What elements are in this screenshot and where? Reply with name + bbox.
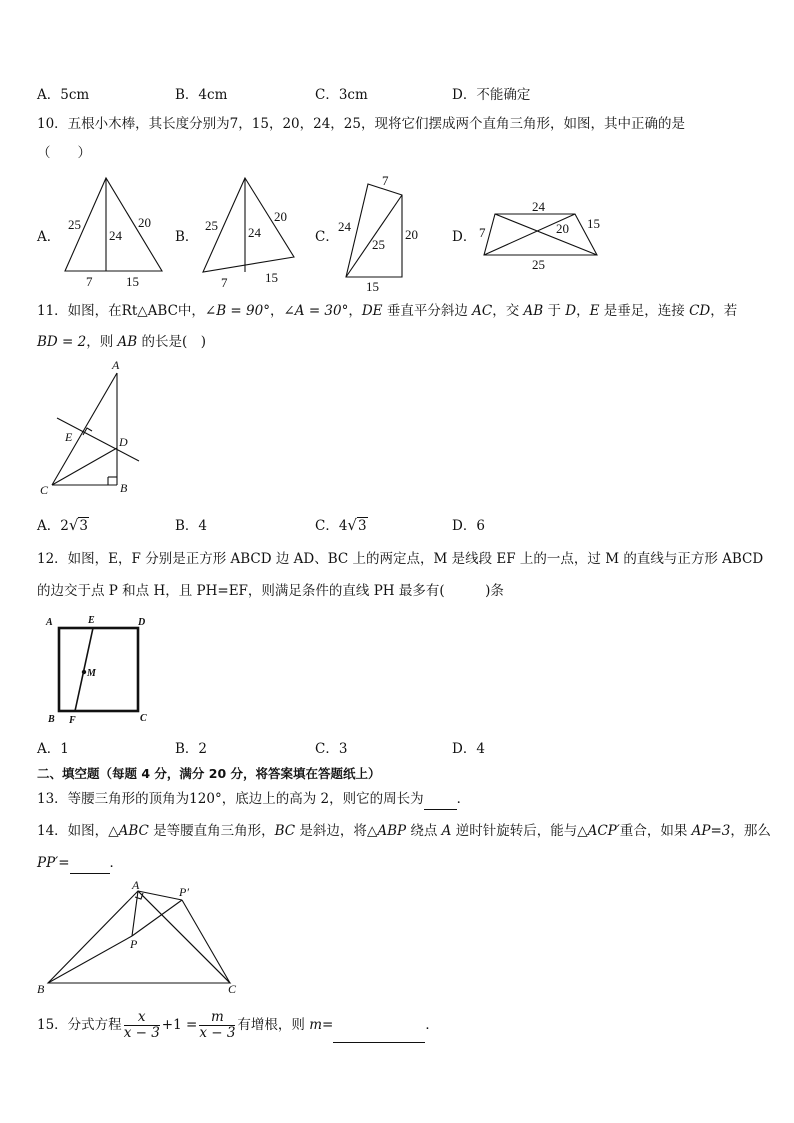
q11-cd: CD — [689, 303, 711, 319]
q11-option-c-radicand: 3 — [357, 518, 367, 534]
q14-fig-b: B — [37, 982, 45, 996]
q10-figA-s4: 7 — [86, 274, 93, 289]
q10-label-b: B． — [175, 229, 199, 245]
q11-t6: ，若 — [710, 303, 738, 319]
q14-segment-bp — [48, 936, 132, 983]
q10-label-c: C． — [315, 229, 339, 245]
q14-line1 — [37, 821, 771, 841]
q15-f2-num: m — [199, 1010, 235, 1026]
q10-figD-s4: 15 — [587, 216, 600, 231]
q14-fig-p: P — [130, 937, 138, 951]
q15-fraction-1 — [124, 1010, 160, 1041]
q10-figC-s2: 24 — [338, 219, 351, 234]
q10-figA-s5: 15 — [126, 274, 139, 289]
q10-figD-s5: 25 — [532, 257, 545, 272]
q12-line2: 的边交于点 P 和点 H，且 PH=EF，则满足条件的直线 PH 最多有( )条 — [37, 583, 504, 599]
q14-abp: △ABP — [366, 823, 407, 839]
q10-figures — [0, 0, 794, 300]
q14-fig-c: C — [228, 982, 237, 996]
q11-line1 — [37, 301, 737, 321]
q13-end: ． — [456, 791, 471, 807]
q12-figure — [0, 610, 170, 730]
q11-t4: ， — [576, 303, 590, 319]
q10-figA-s3: 20 — [138, 215, 151, 230]
q11-line2-ab: AB — [117, 334, 138, 350]
q13-line — [37, 789, 470, 810]
q11-t2: ，交 — [492, 303, 524, 319]
q14-fig-p2: P′ — [179, 885, 189, 899]
q14-right-angle-a — [135, 893, 143, 899]
q11-option-c: C．4√3 — [315, 516, 367, 534]
q11-line2 — [37, 332, 206, 352]
q14-answer-blank[interactable] — [70, 853, 110, 874]
q10-figB-s1: 25 — [205, 218, 218, 233]
q14-pp: PP′= — [37, 855, 70, 871]
q10-figD-diag2 — [495, 214, 597, 255]
q10-figB-s5: 15 — [265, 270, 278, 285]
q14-figure — [0, 875, 260, 1000]
q11-de: DE — [361, 303, 383, 319]
q15-line — [37, 1008, 439, 1043]
q11-e: E — [589, 303, 600, 319]
q12-option-c: C．3 — [315, 741, 348, 757]
q14-t3: 绕点 — [406, 823, 442, 839]
section-heading-fill-in: 二、填空题（每题 4 分，满分 20 分，将答案填在答题纸上） — [37, 766, 381, 781]
q11-line2-t: ，则 — [86, 334, 118, 350]
q11-sep2: ， — [348, 303, 362, 319]
q11-fig-c: C — [40, 483, 49, 497]
q14-triangle-abc — [48, 891, 230, 983]
q11-figure — [0, 355, 200, 500]
q11-fig-a: A — [112, 358, 120, 372]
q10-figC-s4: 20 — [405, 227, 418, 242]
q15-end: ． — [425, 1017, 439, 1033]
q14-segment-ap2 — [138, 891, 182, 900]
q10-figD-s3: 20 — [556, 221, 569, 236]
q14-t2: 是斜边，将 — [295, 823, 367, 839]
q10-figC-diagonal — [346, 195, 402, 277]
q14-ap: AP=3 — [691, 823, 731, 839]
q12-point-m — [82, 670, 86, 674]
q11-option-a-coef: A．2 — [37, 518, 69, 534]
q11-sep1: ， — [269, 303, 284, 319]
q9-option-a: A．5cm — [37, 87, 90, 103]
q10-figC-s1: 7 — [382, 173, 389, 188]
q14-a: A — [441, 823, 452, 839]
q15-m: m — [309, 1017, 323, 1033]
q10-paren: （ ） — [37, 145, 91, 161]
q12-fig-e: E — [88, 615, 95, 626]
q14-segment-pp2 — [132, 900, 182, 936]
q11-d: D — [565, 303, 577, 319]
q11-bd: BD = 2 — [37, 334, 87, 350]
q14-t6: ，那么 — [730, 823, 771, 839]
q10-figC-s5: 15 — [366, 279, 379, 294]
q14-segment-ac-inner — [138, 891, 230, 983]
q11-angle-a: ∠A = 30° — [283, 303, 349, 319]
q11-ac: AC — [472, 303, 493, 319]
q11-segment-cd — [52, 448, 117, 485]
q12-fig-m: M — [87, 668, 96, 679]
q11-ab: AB — [523, 303, 544, 319]
q10-label-d: D． — [452, 229, 477, 245]
q9-option-c: C．3cm — [315, 87, 368, 103]
q10-figB-s2: 24 — [248, 225, 261, 240]
q12-option-d: D．4 — [452, 741, 485, 757]
q15-answer-blank[interactable] — [333, 1008, 425, 1043]
q11-angle-b: ∠B = 90° — [204, 303, 270, 319]
q12-fig-d: D — [138, 617, 146, 628]
q11-t3: 于 — [543, 303, 566, 319]
q13-text: 13．等腰三角形的顶角为120°，底边上的高为 2，则它的周长为 — [37, 791, 424, 807]
q10-figB-s3: 20 — [274, 209, 287, 224]
q10-figC-s3: 25 — [372, 237, 385, 252]
q10-figA-s1: 25 — [68, 217, 81, 232]
q14-t5: 重合，如果 — [619, 823, 692, 839]
q12-fig-b: B — [48, 714, 55, 725]
q13-answer-blank[interactable] — [424, 789, 457, 810]
q11-option-a-radicand: 3 — [79, 518, 88, 534]
q10-figA-s2: 24 — [109, 228, 122, 243]
q14-end: ． — [109, 855, 124, 871]
q12-square — [59, 628, 138, 711]
q15-eq: = — [322, 1017, 334, 1033]
q11-line2-end: 的长是( ) — [137, 334, 207, 350]
q10-figD-quad — [484, 214, 597, 255]
q10-figB-s4: 7 — [221, 275, 228, 290]
q11-t1: 垂直平分斜边 — [382, 303, 473, 319]
q15-fraction-2 — [199, 1010, 235, 1041]
q15-f1-den: x − 3 — [123, 1025, 160, 1041]
q14-t1: 是等腰直角三角形， — [148, 823, 275, 839]
q11-fig-d: D — [119, 435, 128, 449]
q10-label-a: A． — [37, 229, 61, 245]
q10-figC-quad — [346, 184, 402, 277]
q12-fig-f: F — [69, 715, 76, 726]
q11-stem-a: 11．如图，在Rt△ABC中， — [37, 303, 205, 319]
q10-figD-s2: 7 — [479, 225, 486, 240]
q15-f2-den: x − 3 — [199, 1025, 236, 1041]
q11-fig-b: B — [120, 481, 128, 495]
q11-option-d: D．6 — [452, 518, 485, 534]
q15-mid: +1 = — [161, 1017, 198, 1033]
q14-abc: △ABC — [108, 823, 149, 839]
q11-option-a: A．2√3 — [37, 516, 88, 534]
q11-option-c-coef: C．4 — [315, 518, 348, 534]
q9-option-b: B．4cm — [175, 87, 228, 103]
q9-option-d: D．不能确定 — [452, 87, 531, 103]
q14-bc: BC — [274, 823, 296, 839]
q14-t4: 逆时针旋转后，能与 — [451, 823, 578, 839]
q14-fig-a: A — [132, 878, 140, 892]
q11-t5: 是垂足，连接 — [599, 303, 690, 319]
q12-option-a: A．1 — [37, 741, 69, 757]
q12-option-b: B．2 — [175, 741, 208, 757]
q12-fig-a: A — [46, 617, 53, 628]
q14-line2 — [37, 853, 123, 874]
q15-pre: 15．分式方程 — [37, 1017, 122, 1033]
q12-line1: 12．如图，E，F 分别是正方形 ABCD 边 AD、BC 上的两定点，M 是线段 EF 上的一点，过 M 的直线与正方形 ABCD — [37, 551, 764, 567]
q14-acp: △ACP′ — [577, 823, 620, 839]
q11-option-b: B．4 — [175, 518, 208, 534]
q10-stem: 10．五根小木棒，其长度分别为7，15，20，24，25，现将它们摆成两个直角三角形，如图，其中正确的是 — [37, 116, 685, 132]
q12-fig-c: C — [140, 713, 147, 724]
q11-fig-e: E — [65, 430, 73, 444]
q10-figD-s1: 24 — [532, 199, 545, 214]
q14-l1-a: 14．如图， — [37, 823, 109, 839]
q11-side-ac — [52, 373, 117, 485]
q15-post: 有增根，则 — [237, 1017, 310, 1033]
q15-f1-num: x — [124, 1010, 160, 1026]
